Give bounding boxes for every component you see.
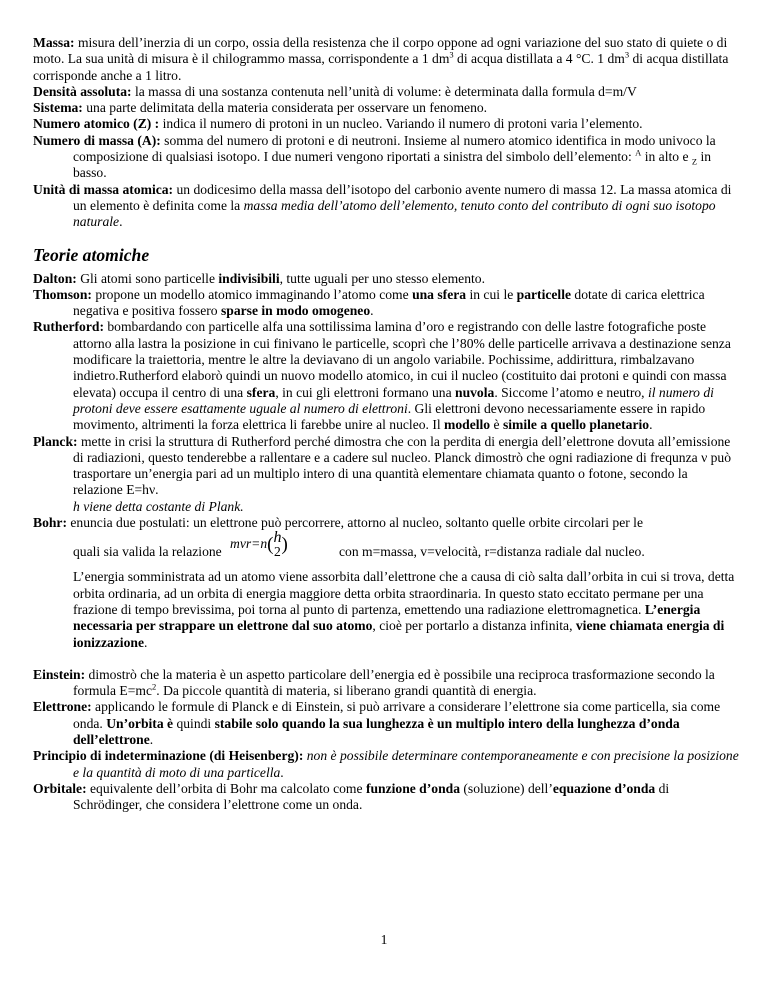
theory-text: di Schrödinger, che considera l’elettrone come un onda. bbox=[73, 780, 670, 813]
term-label: Orbitale: bbox=[33, 780, 87, 796]
formula-lead-text: quali sia valida la relazione bbox=[73, 544, 222, 560]
theory-text: propone un modello atomico immaginando l’atomo come bbox=[91, 286, 413, 302]
theory-orbitale bbox=[33, 781, 739, 814]
theory-text: . bbox=[149, 731, 154, 747]
bohr-formula bbox=[230, 531, 288, 559]
theory-text: , tutte uguali per uno stesso elemento. bbox=[279, 270, 485, 286]
theory-elettrone bbox=[33, 699, 739, 748]
term-label: Einstein: bbox=[33, 666, 86, 682]
theory-dalton bbox=[33, 271, 739, 287]
theory-text: dimostrò che la materia è un aspetto particolare dell’energia ed è possibile una reciproca trasformazione secondo la formula E=mc bbox=[73, 666, 715, 699]
term-label: Dalton: bbox=[33, 270, 77, 286]
italic-text: h viene detta costante di Plank. bbox=[73, 498, 244, 514]
definition-text: in alto e bbox=[641, 149, 692, 165]
fraction-numerator: h bbox=[273, 529, 282, 547]
definition-text: misura dell’inerzia di un corpo, ossia della resistenza che il corpo oppone ad ogni variazione del suo stato di quiete o di moto. La sua unità di misura è il chilogrammo massa, corrispondente a 1 dm bbox=[33, 35, 728, 67]
term-label: Elettrone: bbox=[33, 699, 92, 715]
superscript: 2 bbox=[152, 681, 157, 692]
theory-rutherford bbox=[33, 319, 739, 433]
theory-text: , in cui gli elettroni formano una bbox=[275, 384, 456, 400]
document-page bbox=[33, 35, 739, 813]
bold-text: modello bbox=[444, 417, 491, 433]
term-label: Rutherford: bbox=[33, 319, 104, 335]
term-label: Principio di indeterminazione (di Heisenberg): bbox=[33, 748, 304, 764]
definition-numero-massa bbox=[33, 133, 739, 182]
definition-numero-atomico bbox=[33, 116, 739, 132]
subscript: Z bbox=[691, 156, 698, 167]
theory-text: è bbox=[490, 417, 503, 433]
theory-text: . Gli elettroni devono necessariamente essere in rapido movimento, altrimenti la forza elettrica li farebbe unire al nucleo. Il bbox=[73, 400, 706, 433]
italic-text: massa media dell’atomo dell’elemento, tenuto conto del contributo di ogni suo isotopo naturale bbox=[73, 197, 716, 230]
theory-text: L’energia somministrata ad un atomo viene assorbita dall’elettrone che a causa di ciò salta dall’orbita in cui si trova, detta orbita ordinaria, ad un orbita di energia maggiore detta orbita straordinaria. In questo stato eccitato permane per una frazione di tempo brevissima, poi torna al punto di partenza, emettendo una radiazione elettromagnetica. bbox=[73, 569, 735, 617]
term-label: Thomson: bbox=[33, 286, 92, 302]
definition-text: una parte delimitata della materia considerata per osservare un fenomeno. bbox=[82, 100, 488, 116]
theory-text: enuncia due postulati: un elettrone può percorrere, attorno al nucleo, soltanto quelle orbite circolari per le bbox=[66, 515, 643, 531]
bold-text: simile a quello planetario bbox=[502, 417, 650, 433]
theory-text: quindi bbox=[173, 715, 215, 731]
theory-text: Gli atomi sono particelle bbox=[76, 270, 219, 286]
bold-text: Un’orbita è bbox=[106, 715, 174, 731]
definition-uma bbox=[33, 182, 739, 231]
bold-text: una sfera bbox=[412, 286, 467, 302]
theory-text: in cui le bbox=[466, 286, 517, 302]
theory-text: . bbox=[370, 303, 374, 319]
theory-text: . Da piccole quantità di materia, si liberano grandi quantità di energia. bbox=[156, 683, 537, 699]
definition-text: di acqua distillata corrisponde anche a 1 litro. bbox=[33, 51, 729, 83]
term-label: Densità assoluta: bbox=[33, 83, 132, 99]
definition-text: in basso. bbox=[73, 149, 712, 181]
paren-open: ( bbox=[267, 534, 274, 556]
definition-text: un dodicesimo della massa dell’isotopo del carbonio avente numero di massa 12. La massa atomica di un elemento è definita come la bbox=[73, 181, 732, 213]
bold-text: sparse in modo omogeneo bbox=[220, 303, 371, 319]
superscript: 3 bbox=[449, 49, 454, 60]
definition-text: la massa di una sostanza contenuta nell’unità di volume: è determinata dalla formula d=m/V bbox=[131, 83, 637, 99]
theory-text: equivalente dell’orbita di Bohr ma calcolato come bbox=[86, 780, 366, 796]
theory-planck bbox=[33, 434, 739, 515]
term-label: Unità di massa atomica: bbox=[33, 181, 174, 197]
bold-text: nuvola bbox=[455, 384, 495, 400]
page-number: 1 bbox=[380, 932, 388, 947]
definition-sistema bbox=[33, 100, 739, 116]
superscript: 3 bbox=[624, 49, 630, 60]
definition-text: indica il numero di protoni in un nucleo. Variando il numero di protoni varia l’elemento. bbox=[159, 116, 643, 132]
theory-text: mette in crisi la struttura di Rutherford perché dimostra che con la perdita di energia dell’elettrone dovuta all’emissione di radiazioni, questo tenderebbe a rallentare e a cadere sul nucleo. Planck dimostrò che ogni radiazione di frequnza ν può trasportare un’energia pari ad un multiplo intero di una quantità elementare chiamata quanto o fotone, secondo la relazione E=hν. bbox=[73, 433, 732, 498]
superscript: A bbox=[635, 147, 642, 158]
fraction-denominator: 2 bbox=[274, 544, 281, 560]
theory-text: . bbox=[280, 764, 284, 780]
definition-massa bbox=[33, 35, 739, 84]
section-title: Teorie atomiche bbox=[33, 244, 150, 265]
theory-heisenberg bbox=[33, 748, 739, 781]
term-label: Massa: bbox=[33, 35, 75, 50]
bold-text: particelle bbox=[516, 286, 572, 302]
bold-text: indivisibili bbox=[218, 270, 280, 286]
theory-text: , cioè per portarlo a distanza infinita, bbox=[372, 618, 576, 634]
term-label: Planck: bbox=[33, 433, 78, 449]
theory-text: applicando le formule di Planck e di Einstein, si può arrivare a considerare l’elettrone sia come particella, sia come onda. bbox=[73, 699, 721, 731]
term-label: Bohr: bbox=[33, 515, 67, 531]
italic-text: il numero di protoni deve essere esattamente uguale al numero di elettroni bbox=[73, 384, 714, 416]
bohr-formula-line bbox=[33, 531, 739, 565]
definition-densita bbox=[33, 84, 739, 100]
bold-text: viene chiamata energia di ionizzazione bbox=[73, 618, 725, 650]
theory-text: . bbox=[649, 417, 653, 433]
term-label: Sistema: bbox=[33, 100, 83, 116]
bold-text: funzione d’onda bbox=[365, 780, 460, 796]
definition-text: di acqua distillata a 4 °C. 1 dm bbox=[453, 51, 625, 67]
bohr-paragraph-2 bbox=[33, 569, 739, 650]
definition-text: . bbox=[119, 214, 123, 230]
bold-text: sfera bbox=[246, 384, 276, 400]
theory-text: bombardando con particelle alfa una sottilissima lamina d’oro e registrando con delle lastre fotografiche poste attorno alla lastra la posizione in cui finivano le particelle, scoprì che l’80% delle particelle arrivava a destinazione senza modificare la traiettoria, mentre le altre la deviavano di un angolo variabile. Pochissime, addirittura, rimbalzavano indietro.Rutherford elaborò quindi un nuovo modello atomico, in cui il nucleo (costituito dai protoni e quindi con massa elevata) occupa il centro di una bbox=[73, 319, 731, 400]
paren-close: ) bbox=[281, 534, 288, 556]
theory-text: dotate di carica elettrica negativa e positiva fossero bbox=[73, 286, 705, 319]
bold-text: L’energia necessaria per strappare un elettrone dal suo atomo bbox=[73, 601, 701, 634]
formula-tail-text: con m=massa, v=velocità, r=distanza radiale dal nucleo. bbox=[339, 544, 645, 560]
theory-text: . bbox=[143, 634, 148, 650]
spacer bbox=[33, 651, 739, 667]
term-label: Numero di massa (A): bbox=[33, 132, 161, 148]
bold-text: stabile solo quando la sua lunghezza è un multiplo intero della lunghezza d’onda dell’elettrone bbox=[73, 715, 680, 747]
theory-text: (soluzione) dell’ bbox=[460, 780, 553, 796]
theory-thomson bbox=[33, 287, 739, 320]
italic-text: non è possibile determinare contemporaneamente e con precisione la posizione e la quantità di moto di una particella bbox=[73, 748, 739, 780]
theory-bohr bbox=[33, 515, 739, 531]
theory-einstein bbox=[33, 667, 739, 700]
term-label: Numero atomico (Z) : bbox=[33, 116, 160, 132]
theory-text: . Siccome l’atomo e neutro, bbox=[494, 384, 648, 400]
definition-text: somma del numero di protoni e di neutroni. Insieme al numero atomico identifica in modo univoco la composizione di qualsiasi isotopo. I due numeri vengono riportati a sinistra del simbolo dell’elemento: bbox=[73, 132, 716, 165]
formula-lhs: mvr=n bbox=[230, 536, 268, 552]
bold-text: equazione d’onda bbox=[552, 780, 656, 796]
